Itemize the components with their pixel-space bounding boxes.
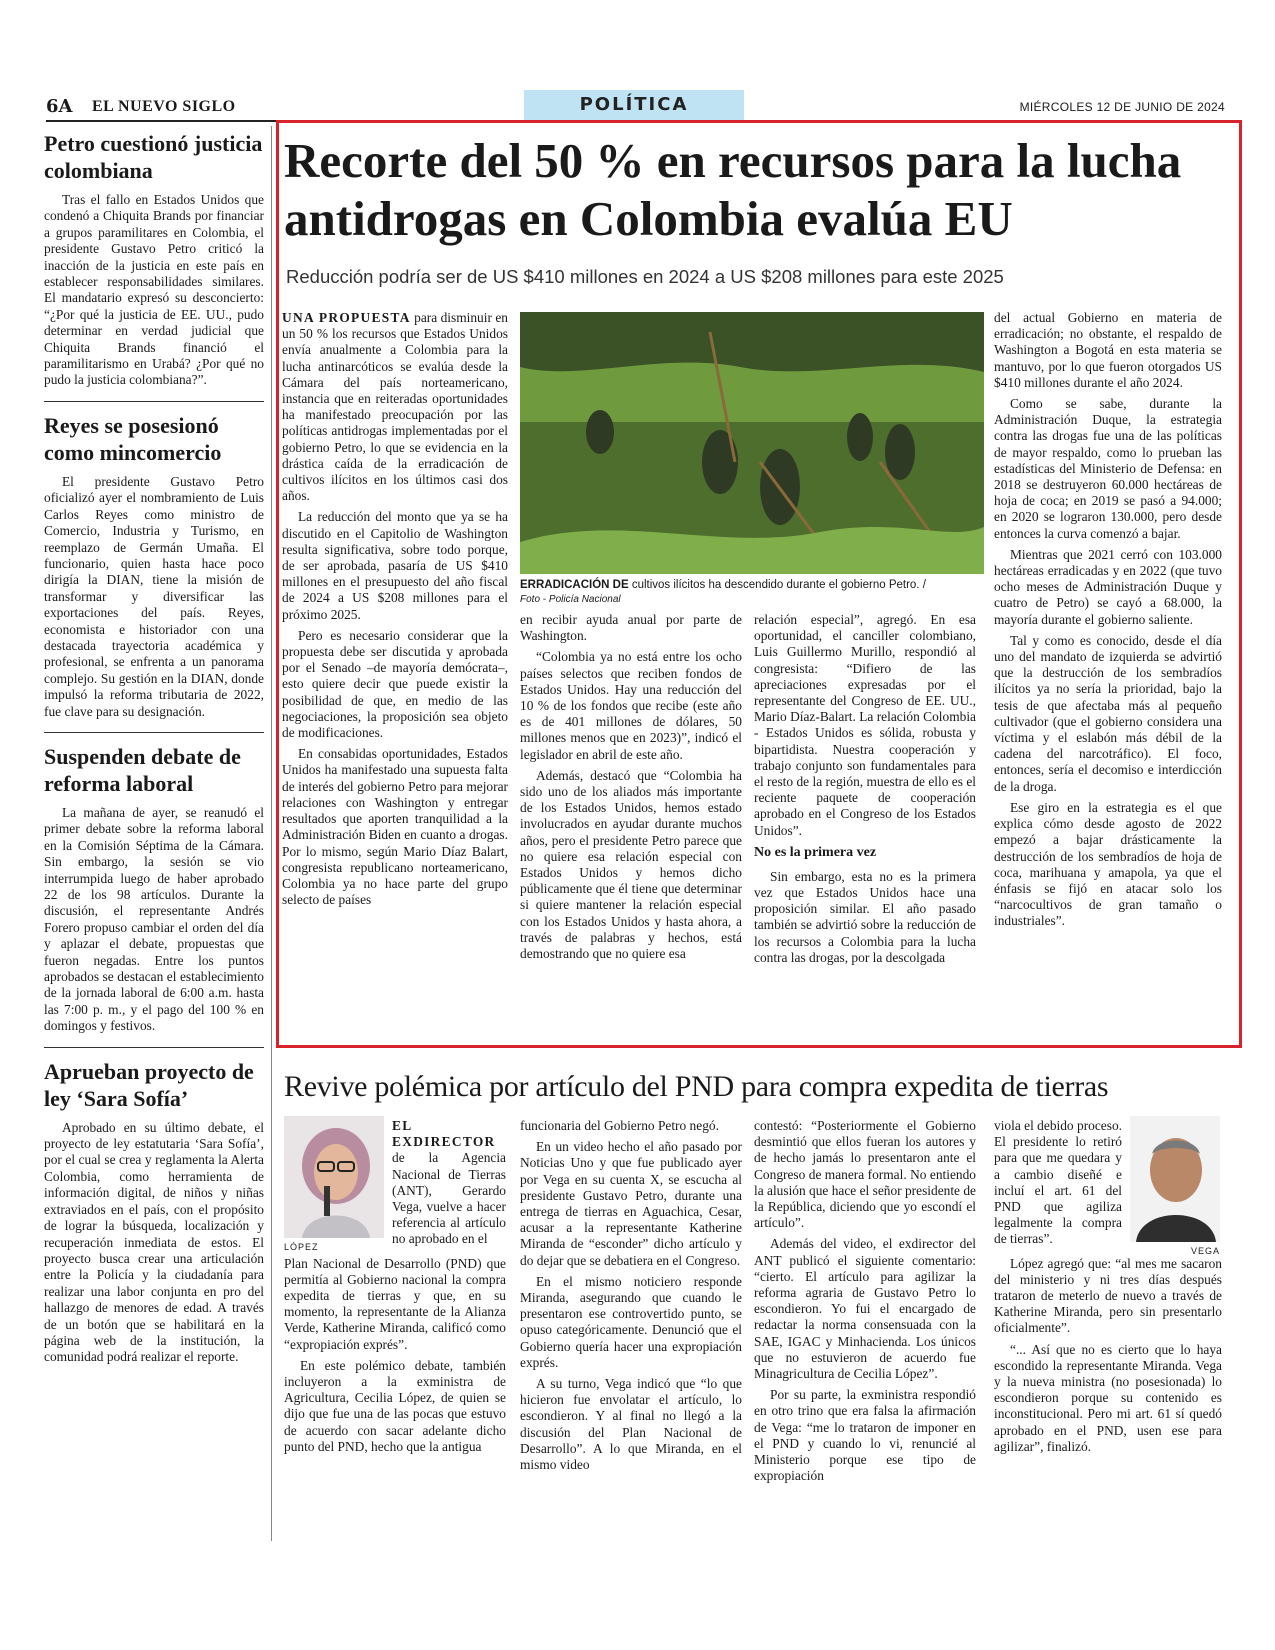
caption-text: cultivos ilícitos ha descendido durante el gobierno Petro. / bbox=[628, 579, 926, 591]
paragraph: “... Así que no es cierto que lo haya escondido la representante Miranda. Vega y la nueva ministra (no posesionada) lo escondieron porque su contenido es inconstitucional. Pero mi art. 61 sí quedó aprobado en el PND, usen ese para agilizar”, finalizó. bbox=[994, 1341, 1222, 1454]
main-column-3 bbox=[754, 612, 976, 971]
paragraph: en recibir ayuda anual por parte de Washington. bbox=[520, 612, 742, 644]
second-column-4 bbox=[994, 1118, 1222, 1460]
brief-title: Reyes se posesionó como mincomercio bbox=[44, 412, 222, 465]
issue-date: MIÉRCOLES 12 DE JUNIO DE 2024 bbox=[1019, 100, 1225, 114]
paragraph: La reducción del monto que ya se ha discutido en el Capitolio de Washington resulta significativa, sobre todo porque, de ser aprobada, pasaría de US $410 millones en el presupuesto del año fiscal de 2024 a US $208 millones para el próximo 2025. bbox=[282, 509, 508, 622]
paragraph: “Colombia ya no está entre los ocho países selectos que reciben fondos de Estados Unidos. Hay una reducción del 10 % de los fondos que recibe (este año es de 401 millones de dólares, 50 millones menos que en 2023)”, indicó el legislador en abril de este año. bbox=[520, 649, 742, 762]
paragraph: relación especial”, agregó. En esa oportunidad, el canciller colombiano, Luis Guillermo Murillo, respondió al congresista: “Difiero de las apreciaciones expresadas por el representante del Congreso de EE. UU., Mario Díaz-Balart. La relación Colombia - Estados Unidos es sólida, robusta y bipartidista. Nuestra cooperación y trabajo conjunto son fundamentales para el resto de la región, muestra de ello es el reciente paquete de cooperación aprobado en el Congreso de los Estados Unidos”. bbox=[754, 612, 976, 838]
main-subheadline: Reducción podría ser de US $410 millones en 2024 a US $208 millones para este 2025 bbox=[286, 266, 1004, 287]
paragraph: Sin embargo, esta no es la primera vez que Estados Unidos hace una proposición similar. El año pasado también se advirtió sobre la reducción de los recursos a Colombia para la lucha contra las drogas, por la descolgada bbox=[754, 868, 976, 965]
paragraph: En este polémico debate, también incluyeron a la exministra de Agricultura, Cecilia López, de quien se dijo que fue una de las pocas que estuvo de acuerdo con sacar adelante dicho punto del PND, hecho que la antigua bbox=[284, 1357, 506, 1454]
paragraph: Además del video, el exdirector del ANT publicó el siguiente comentario: “cierto. El artículo para agilizar la reforma agraria de Gustavo Petro lo escondieron. Yo fui el encargado de redactar la norma consensuada con la SAE, IGAC y Minhacienda. Los únicos que no estuvieron de acuerdo fue Minagricultura de Cecilia López”. bbox=[754, 1236, 976, 1382]
caption-lead: ERRADICACIÓN DE bbox=[520, 579, 629, 591]
paragraph: contestó: “Posteriormente el Gobierno desmintió que ellos fueran los autores y de hecho jamás lo presentaron ante el Congreso de manera formal. No entiendo la alusión que hace el señor presidente de la República, diciendo que yo escondí el artículo”. bbox=[754, 1118, 976, 1231]
divider bbox=[44, 401, 264, 402]
brief-3 bbox=[44, 743, 264, 1035]
second-headline: Revive polémica por artículo del PND para compra expedita de tierras bbox=[284, 1070, 1109, 1103]
paragraph: En consabidas oportunidades, Estados Unidos ha manifestado una supuesta falta de interés del gobierno Petro para mejorar relaciones con Washington y entregar resultados que aporten tranquilidad a la Administración Biden en cuanto a drogas. Por lo mismo, según Mario Díaz Balart, congresista republicano norteamericano, Colombia ya no hace parte del grupo selecto de países bbox=[282, 746, 508, 908]
paragraph: del actual Gobierno en materia de erradicación; no obstante, el respaldo de Washington a Bogotá en esta materia se mantuvo, por lo que fueron otorgados US $410 millones durante el año 2024. bbox=[994, 310, 1222, 390]
paragraph: En el mismo noticiero responde Miranda, asegurando que cuando le presentaron ese controvertido punto, se opuso categóricamente. Denunció que el Gobierno quería hacer una expropiación exprés. bbox=[520, 1273, 742, 1370]
brief-body: El presidente Gustavo Petro oficializó ayer el nombramiento de Luis Carlos Reyes como ministro de Comercio, Industria y Turismo, en reemplazo de Germán Umaña. El funcionario, quien hasta hace poco dirigía la DIAN, tiene la misión de transformar y diversificar las exportaciones del país. Reyes, economista e historiador con una destacada trayectoria académica y profesional, se enfrenta a un panorama complejo. Su gestión en la DIAN, donde impulsó la reforma tributaria de 2022, fue clave para su designación. bbox=[44, 473, 264, 719]
second-column-3 bbox=[754, 1118, 976, 1489]
paragraph: funcionaria del Gobierno Petro negó. bbox=[520, 1118, 719, 1133]
eradication-photo bbox=[520, 312, 984, 574]
newspaper-name: EL NUEVO SIGLO bbox=[92, 98, 236, 115]
paragraph: Por su parte, la exministra respondió en otro trino que era falsa la afirmación de Vega: “me lo trataron de imponer en el PND y cuando lo vi, renuncié al Ministerio porque ese tipo de expropiación bbox=[754, 1387, 976, 1484]
main-column-1 bbox=[282, 310, 508, 913]
column-divider bbox=[271, 126, 272, 1541]
lead-caps: UNA PROPUESTA bbox=[282, 310, 411, 325]
paragraph: Como se sabe, durante la Administración Duque, la estrategia contra las drogas fue una de las políticas de mayor respaldo, como lo prueban las estadísticas del Ministerio de Defensa: en 2018 se destruyeron 60.000 hectáreas de hoja de coca; en 2019 se pasó a 94.000; en 2020 se lograron 130.000, pero desde entonces la curva comenzó a bajar. bbox=[994, 396, 1222, 541]
second-column-2 bbox=[520, 1118, 742, 1478]
paragraph: viola el debido proceso. El presidente lo retiró para que me quedara y a cambio diseñé e incluí el art. 61 del PND que agiliza legalmente la compra de tierras”. bbox=[994, 1118, 1122, 1247]
section-label: POLÍTICA bbox=[524, 90, 744, 120]
brief-title: Suspenden debate de reforma laboral bbox=[44, 743, 241, 796]
paragraph: En un video hecho el año pasado por Noticias Uno y que fue publicado ayer por Vega en su cuenta X, se escucha al presidente Gustavo Petro, durante una entrega de tierras en Aguachica, Cesar, acusar a la representante Katherine Miranda de “esconder” dicho artículo y do dejar que se debatiera en el Congreso. bbox=[520, 1139, 742, 1268]
paragraph: Mientras que 2021 cerró con 103.000 hectáreas erradicadas y en 2022 (que tuvo ocho meses de Administración Duque y cuatro de Petro) se cayó a 68.000, la mayoría durante el gobierno saliente. bbox=[994, 546, 1222, 627]
photo-caption bbox=[520, 578, 990, 607]
photo-credit: Foto - Policía Nacional bbox=[520, 594, 621, 605]
brief-4 bbox=[44, 1058, 264, 1366]
brief-body: Aprobado en su último debate, el proyecto de ley estatutaria ‘Sara Sofía’, por el cual se crea y reglamenta la Alerta Colombia, como herramienta de información digital, de niños y niñas extraviados en el país, con el propósito de lograr la búsqueda, localización y recuperación inmediata de estos. El proyecto busca crear una articulación entre la Policía y la ciudadanía para realizar una labor conjunta en pro del hallazgo de menores de edad. A través de un botón que se habilitará en la página web de la institución, la comunidad podrá realizar el reporte. bbox=[44, 1119, 264, 1365]
divider bbox=[44, 1047, 264, 1048]
main-column-4 bbox=[994, 310, 1222, 935]
photo-name: LÓPEZ bbox=[284, 1242, 319, 1252]
paragraph: Ese giro en la estrategia es el que explica cómo desde agosto de 2022 empezó a bajar drásticamente la destrucción de los sembradíos de hoja de coca, marihuana y amapola, ya que el énfasis se fijó en atacar solo los “narcocultivos de gran tamaño o industriales”. bbox=[994, 799, 1222, 929]
main-column-2 bbox=[520, 612, 742, 967]
sidebar-briefs bbox=[44, 130, 264, 1372]
soldiers-field-photo bbox=[520, 312, 984, 574]
divider bbox=[44, 732, 264, 733]
brief-1 bbox=[44, 130, 264, 389]
paragraph: de la Agencia Nacional de Tierras (ANT), Gerardo Vega, vuelve a hacer referencia al artículo no aprobado en el bbox=[392, 1150, 506, 1247]
brief-2 bbox=[44, 412, 264, 720]
paragraph: Tal y como es conocido, desde el día uno del mandato de izquierda se advirtió que la destrucción de los sembradíos ilícitos ya no sería la prioridad, bajo la tesis de que afectaba más al pequeño cultivador (que el gobierno considera una víctima y el eslabón más débil de la cadena del narcotráfico). El foco, entonces, sería el decomiso e interdicción de la droga. bbox=[994, 632, 1222, 794]
brief-body: Tras el fallo en Estados Unidos que condenó a Chiquita Brands por financiar a grupos paramilitares en Colombia, el presidente Gustavo Petro criticó la inacción de la justicia en este país en establecer responsabilidades similares. El mandatario expresó su desconcierto: “¿Por qué la justicia de EE. UU., pudo determinar en verdad judicial que Chiquita Brands financió el paramilitarismo en Urabá? ¿Por qué no pudo la justicia colombiana?”. bbox=[44, 192, 264, 388]
paragraph: A su turno, Vega indicó que “lo que hicieron fue envolatar el artículo, lo escondieron. Y al final no llegó a la discusión del Plan Nacional de Desarrollo”. A lo que Miranda, en el mismo video bbox=[520, 1376, 742, 1473]
brief-title: Aprueban proyecto de ley ‘Sara Sofía’ bbox=[44, 1058, 254, 1111]
paragraph: López agregó que: “al mes me sacaron del ministerio y ni tres días después trataron de meterlo de nuevo a través de Katherine Miranda, pero sin presentarlo oficialmente”. bbox=[994, 1255, 1222, 1336]
lead-caps: EL EXDIRECTOR bbox=[392, 1118, 496, 1150]
paragraph: Plan Nacional de Desarrollo (PND) que permitía al Gobierno nacional la compra expedita de tierras y que, en su momento, la representante de la Alianza Verde, Katherine Miranda, calificó como “expropiación exprés”. bbox=[284, 1255, 506, 1352]
main-headline: Recorte del 50 % en recursos para la lucha antidrogas en Colombia evalúa EU bbox=[284, 133, 1182, 246]
lead-block bbox=[392, 1118, 506, 1248]
paragraph: Pero es necesario considerar que la propuesta debe ser discutida y aprobada por el Senado –de mayoría demócrata–, esto quiere decir que puede existir la posibilidad de que, en medio de las negociaciones, la proposición sea objeto de modificaciones. bbox=[282, 627, 508, 741]
photo-name: VEGA bbox=[1190, 1246, 1220, 1256]
second-column-1 bbox=[284, 1118, 506, 1460]
paragraph: Además, destacó que “Colombia ha sido uno de los aliados más importante de los Estados Unidos, hemos estado involucrados en ayudar durante muchos años, pero el presidente Petro parece que no quiere esa relación especial con Estados Unidos y hemos dicho públicamente que él tiene que determinar si quiere mantener la relación especial con los Estados Unidos y hasta ahora, a través de palabras y hechos, está demostrando que no quiere esa bbox=[520, 767, 742, 962]
brief-body: La mañana de ayer, se reanudó el primer debate sobre la reforma laboral en la Comisión Séptima de la Cámara. Sin embargo, la sesión se vio interrumpida luego de haber aprobado 22 de los 98 artículos. Durante la discusión, el representante Andrés Forero propuso cambiar el orden del día y aplazar el debate, propuestas que fueron negadas. Entre los puntos aprobados se destacan el establecimiento de la jornada laboral de 6:00 a.m. hasta las 7:00 p. m., y el pago del 100 % en domingos y festivos. bbox=[44, 804, 264, 1034]
page-number: 6A bbox=[46, 96, 73, 117]
paragraph: para disminuir en un 50 % los recursos que Estados Unidos envía anualmente a Colombia para la lucha antinarcóticos se evalúa desde la Cámara del país norteamericano, instancia que en reiteradas oportunidades ha manifestado preocupación por las políticas antidrogas implementadas por el gobierno Petro, lo que se evidencia en la drástica caída de la erradicación de cultivos ilícitos en los últimos casi dos años. bbox=[282, 310, 508, 504]
brief-title: Petro cuestionó justicia colombiana bbox=[44, 131, 263, 183]
section-subhead: No es la primera vez bbox=[754, 844, 877, 860]
